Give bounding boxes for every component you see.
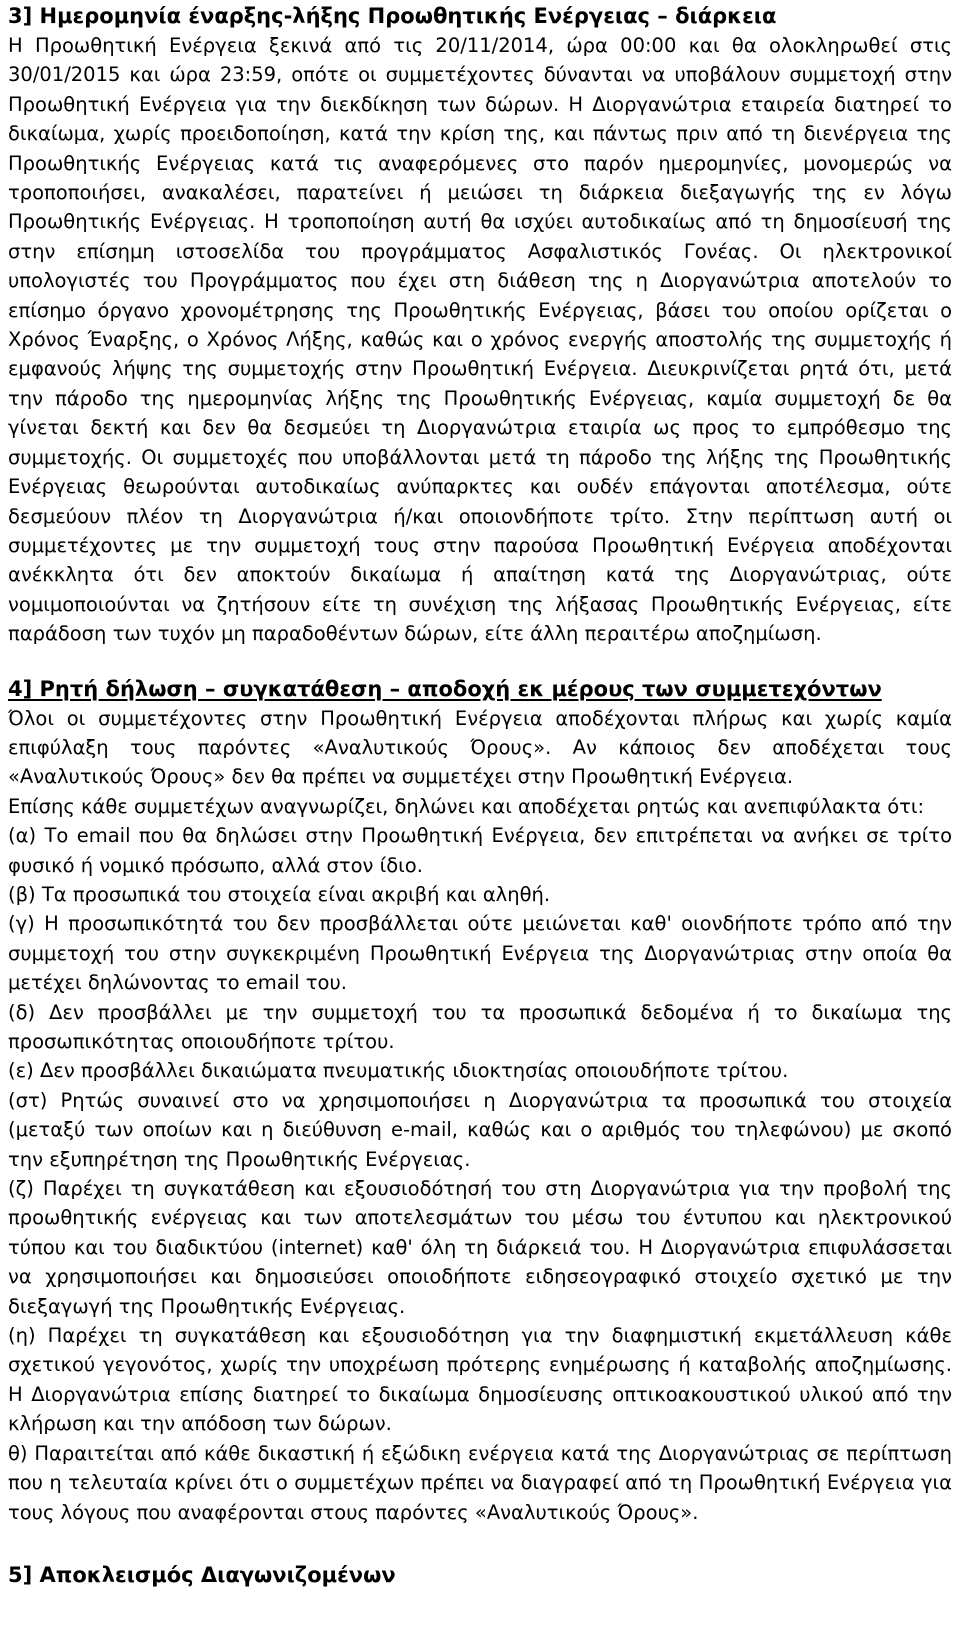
section-3-heading: 3] Ημερομηνία έναρξης-λήξης Προωθητικής Ενέργειας – διάρκεια xyxy=(8,4,777,28)
section-4-item-b: (β) Τα προσωπικά του στοιχεία είναι ακριβή και αληθή. xyxy=(8,882,551,906)
section-4-item-z: (ζ) Παρέχει τη συγκατάθεση και εξουσιοδότησή του στη Διοργανώτρια για την προβολή της προωθητικής ενέργειας και των αποτελεσμάτων του μέσω του έντυπου και ηλεκτρονικού τύπου και του διαδικτύου (internet) καθ' όλη τη διάρκειά του. Η Διοργανώτρια επιφυλάσσεται να χρησιμοποιήσει και δημοσιεύσει οποιοδήποτε ειδησεογραφικό στοιχείο σχετικό με την διεξαγωγή της Προωθητικής Ενέργειας. xyxy=(8,1177,952,1318)
section-4-item-d: (δ) Δεν προσβάλλει με την συμμετοχή του τα προσωπικά δεδομένα ή το δικαίωμα της προσωπικότητας οποιουδήποτε τρίτου. xyxy=(8,1000,952,1053)
section-4-item-c: (γ) Η προσωπικότητά του δεν προσβάλλεται ούτε μειώνεται καθ' οιονδήποτε τρόπο από την συμμετοχή του στην συγκεκριμένη Προωθητική Ενέργεια της Διοργανώτριας στην οποία θα μετέχει δηλώνοντας το email του. xyxy=(8,912,952,995)
document-page xyxy=(0,2,960,1590)
section-4-intro: Όλοι οι συμμετέχοντες στην Προωθητική Ενέργεια αποδέχονται πλήρως και χωρίς καμία επιφύλαξη τους παρόντες «Αναλυτικούς Όρους». Αν κάποιος δεν αποδέχεται τους «Αναλυτικούς Όρους» δεν θα πρέπει να συμμετέχει στην Προωθητική Ενέργεια. xyxy=(8,706,952,789)
section-4-item-th: θ) Παραιτείται από κάθε δικαστική ή εξώδικη ενέργεια κατά της Διοργανώτριας σε περίπτωση που η τελευταία κρίνει ότι ο συμμετέχων πρέπει να διαγραφεί από τη Προωθητική Ενέργεια για τους λόγους που αναφέρονται στους παρόντες «Αναλυτικούς Όρους». xyxy=(8,1441,952,1524)
section-3-body: Η Προωθητική Ενέργεια ξεκινά από τις 20/11/2014, ώρα 00:00 και θα ολοκληρωθεί στις 30/01/2015 και ώρα 23:59, οπότε οι συμμετέχοντες δύνανται να υποβάλουν συμμετοχή στην Προωθητική Ενέργεια για την διεκδίκηση των δώρων. Η Διοργανώτρια εταιρεία διατηρεί το δικαίωμα, χωρίς προειδοποίηση, κατά την κρίση της, και πάντως πριν από τη διενέργεια της Προωθητικής Ενέργειας κατά τις αναφερόμενες στο παρόν ημερομηνίες, μονομερώς να τροποποιήσει, ανακαλέσει, παρατείνει ή μειώσει τη διάρκεια διεξαγωγής της εν λόγω Προωθητικής Ενέργειας. Η τροποποίηση αυτή θα ισχύει αυτοδικαίως από τη δημοσίευσή της στην επίσημη ιστοσελίδα του προγράμματος Ασφαλιστικός Γονέας. Οι ηλεκτρονικοί υπολογιστές του Προγράμματος που έχει στη διάθεση της η Διοργανώτρια αποτελούν το επίσημο όργανο χρονομέτρησης της Προωθητικής Ενέργειας, βάσει του οποίου ορίζεται ο Χρόνος Έναρξης, ο Χρόνος Λήξης, καθώς και ο χρόνος ενεργής αποστολής της συμμετοχής ή εμφανούς λήψης της συμμετοχής στην Προωθητική Ενέργεια. Διευκρινίζεται ρητά ότι, μετά την πάροδο της ημερομηνίας λήξης της Προωθητικής Ενέργειας, καμία συμμετοχή δε θα γίνεται δεκτή και δεν θα δεσμεύει τη Διοργανώτρια εταιρία ως προς το εμπρόθεσμο της συμμετοχής. Οι συμμετοχές που υποβάλλονται μετά τη πάροδο της λήξης της Προωθητικής Ενέργειας θεωρούνται αυτοδικαίως ανύπαρκτες και ουδέν επάγονται αποτέλεσμα, ούτε δεσμεύουν πλέον τη Διοργανώτρια ή/και οποιονδήποτε τρίτο. Στην περίπτωση αυτή οι συμμετέχοντες με την συμμετοχή τους στην παρούσα Προωθητική Ενέργεια αποδέχονται ανέκκλητα ότι δεν αποκτούν δικαίωμα ή απαίτηση κατά της Διοργανώτριας, ούτε νομιμοποιούνται να ζητήσουν είτε τη συνέχιση της λήξασας Προωθητικής Ενέργειας, είτε παράδοση των τυχόν μη παραδοθέντων δώρων, είτε άλλη περαιτέρω αποζημίωση. xyxy=(8,34,952,646)
section-5-heading: 5] Αποκλεισμός Διαγωνιζομένων xyxy=(8,1562,396,1587)
section-4-item-st: (στ) Ρητώς συναινεί στο να χρησιμοποιήσει η Διοργανώτρια τα προσωπικά του στοιχεία (μεταξύ των οποίων και η διεύθυνση e-mail, καθώς και ο αριθμός του τηλεφώνου) με σκοπό την εξυπηρέτηση της Προωθητικής Ενέργειας. xyxy=(8,1088,952,1171)
section-4-item-a: (α) Το email που θα δηλώσει στην Προωθητική Ενέργεια, δεν επιτρέπεται να ανήκει σε τρίτο φυσικό ή νομικό πρόσωπο, αλλά στον ίδιο. xyxy=(8,824,952,877)
section-4-item-e: (ε) Δεν προσβάλλει δικαιώματα πνευματικής ιδιοκτησίας οποιουδήποτε τρίτου. xyxy=(8,1059,789,1083)
section-4-lead: Επίσης κάθε συμμετέχων αναγνωρίζει, δηλώνει και αποδέχεται ρητώς και ανεπιφύλακτα ότι: xyxy=(8,794,925,818)
section-4-heading: 4] Ρητή δήλωση – συγκατάθεση – αποδοχή εκ μέρους των συμμετεχόντων xyxy=(8,676,882,701)
section-4-item-h: (η) Παρέχει τη συγκατάθεση και εξουσιοδότηση για την διαφημιστική εκμετάλλευση κάθε σχετικού γεγονότος, χωρίς την υποχρέωση πρότερης ενημέρωσης ή καταβολής αποζημίωσης. Η Διοργανώτρια επίσης διατηρεί το δικαίωμα δημοσίευσης οπτικοακουστικού υλικού από την κλήρωση και την απόδοση των δώρων. xyxy=(8,1324,952,1436)
